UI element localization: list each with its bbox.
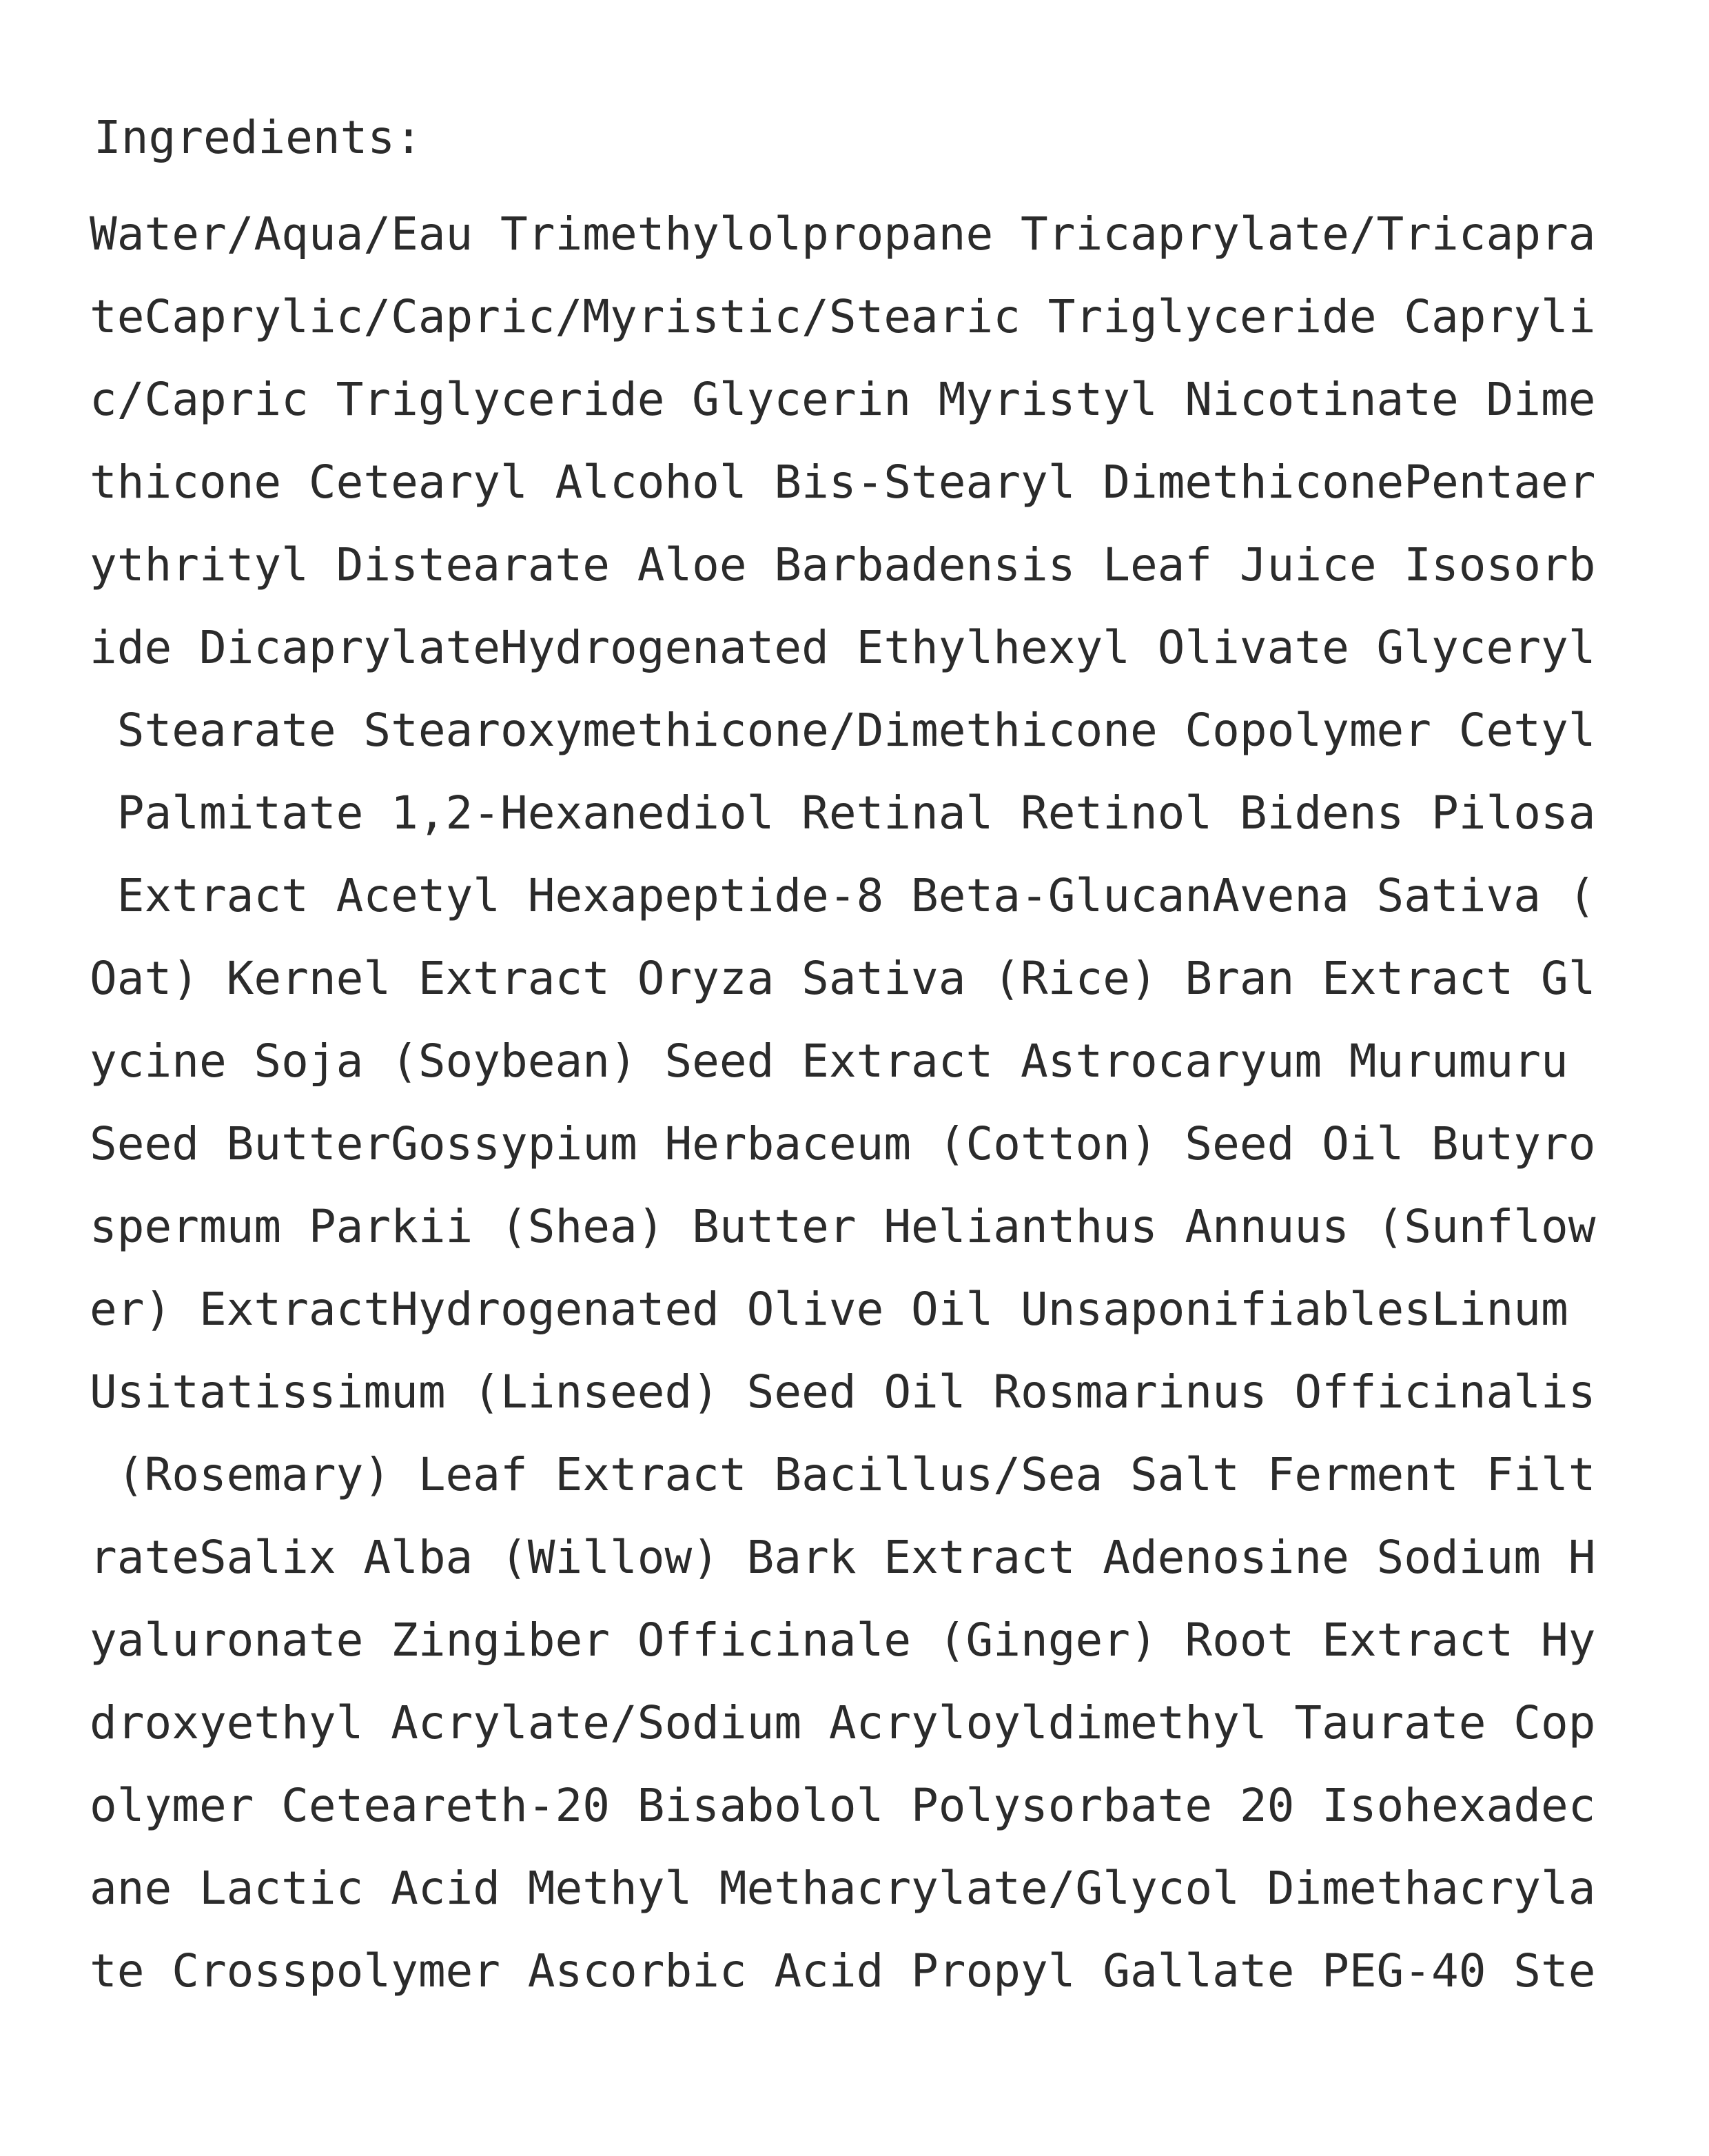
text-line: rateSalix Alba (Willow) Bark Extract Adenosine Sodium H bbox=[90, 1531, 1596, 1584]
text-line: yaluronate Zingiber Officinale (Ginger) Root Extract Hy bbox=[90, 1614, 1596, 1667]
text-line: spermum Parkii (Shea) Butter Helianthus Annuus (Sunflow bbox=[90, 1200, 1596, 1253]
text-line: thicone Cetearyl Alcohol Bis-Stearyl DimethiconePentaer bbox=[90, 456, 1596, 509]
text-line: ane Lactic Acid Methyl Methacrylate/Glycol Dimethacryla bbox=[90, 1862, 1596, 1915]
text-line: c/Capric Triglyceride Glycerin Myristyl Nicotinate Dime bbox=[90, 373, 1596, 426]
text-line: Oat) Kernel Extract Oryza Sativa (Rice) Bran Extract Gl bbox=[90, 952, 1596, 1005]
text-line: Usitatissimum (Linseed) Seed Oil Rosmarinus Officinalis bbox=[90, 1365, 1596, 1418]
ingredients-text bbox=[90, 193, 1619, 2013]
text-line: Seed ButterGossypium Herbaceum (Cotton) Seed Oil Butyro bbox=[90, 1117, 1596, 1170]
text-line: ide DicaprylateHydrogenated Ethylhexyl Olivate Glyceryl bbox=[90, 621, 1596, 674]
text-line: olymer Ceteareth-20 Bisabolol Polysorbate 20 Isohexadec bbox=[90, 1779, 1596, 1832]
text-line: (Rosemary) Leaf Extract Bacillus/Sea Salt Ferment Filt bbox=[90, 1448, 1596, 1501]
text-line: teCaprylic/Capric/Myristic/Stearic Triglyceride Capryli bbox=[90, 290, 1596, 343]
text-line: Stearate Stearoxymethicone/Dimethicone Copolymer Cetyl bbox=[90, 704, 1596, 757]
text-line: droxyethyl Acrylate/Sodium Acryloyldimethyl Taurate Cop bbox=[90, 1696, 1596, 1749]
text-line: er) ExtractHydrogenated Olive Oil UnsaponifiablesLinum bbox=[90, 1283, 1596, 1336]
text-line: te Crosspolymer Ascorbic Acid Propyl Gallate PEG-40 Ste bbox=[90, 1944, 1596, 1997]
text-line: ycine Soja (Soybean) Seed Extract Astrocaryum Murumuru bbox=[90, 1035, 1596, 1088]
text-line: ythrityl Distearate Aloe Barbadensis Leaf Juice Isosorb bbox=[90, 538, 1596, 591]
text-line: Water/Aqua/Eau Trimethylolpropane Tricaprylate/Tricapra bbox=[90, 207, 1596, 261]
text-line: Extract Acetyl Hexapeptide-8 Beta-GlucanAvena Sativa ( bbox=[90, 869, 1596, 922]
ingredients-heading: Ingredients: bbox=[94, 111, 422, 164]
text-line: Palmitate 1,2-Hexanediol Retinal Retinol Bidens Pilosa bbox=[90, 786, 1596, 840]
